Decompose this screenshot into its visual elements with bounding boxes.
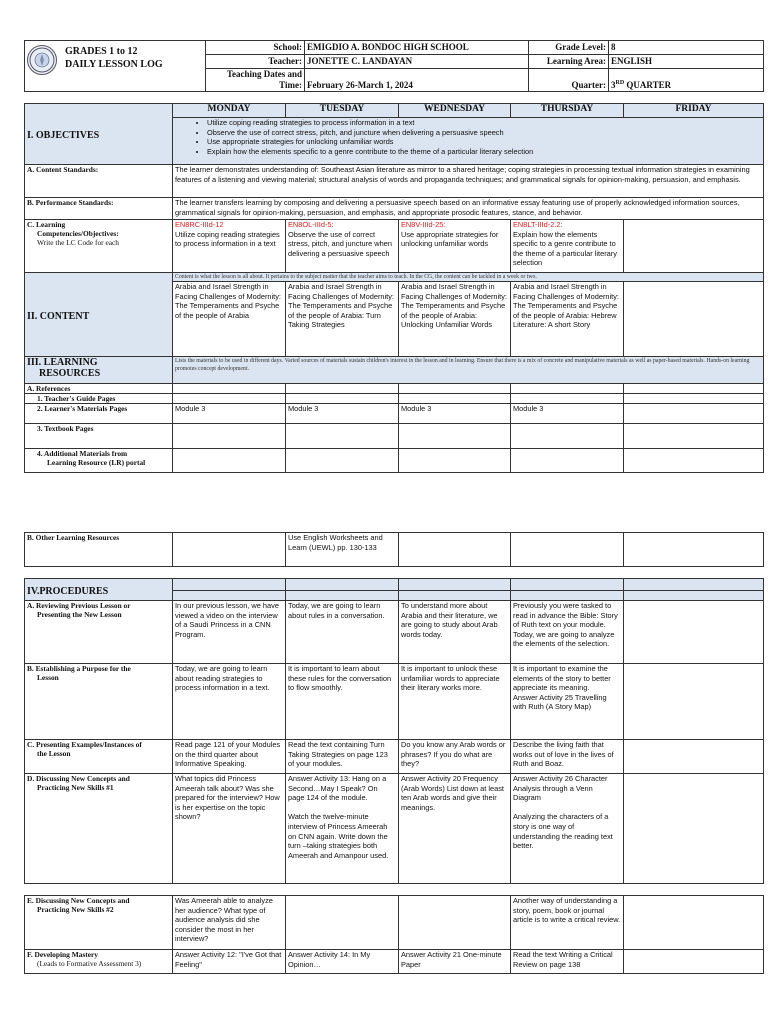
procedure-d-tuesday: Answer Activity 13: Hang on a Second…May I Speak? On page 124 of the module. Watch the twelve-minute interview of Princess Ameerah on CNN again. Write down the turn –taking strategies both Ameerah and Amanpour used. bbox=[286, 774, 399, 884]
content-label: II. CONTENT bbox=[27, 310, 90, 322]
additional-materials-label: 4. Additional Materials from bbox=[37, 449, 128, 458]
learners-pages-tuesday: Module 3 bbox=[286, 404, 399, 424]
content-standards-label: A. Content Standards: bbox=[25, 165, 173, 198]
content-tuesday: Arabia and Israel Strength in Facing Challenges of Modernity: The Temperaments and Psyche of the people of Arabia: Turn Taking Strategies bbox=[286, 282, 399, 357]
content-standards-text: The learner demonstrates understanding of: Southeast Asian literature as mirror to a shared heritage; coping strategies in processing textual information strategies in examining features of a listening and viewing material; structural analysis of words and propaganda techniques; and grammatical signals for opinion-making, persuasion, and emphasis. bbox=[173, 165, 764, 198]
procedure-d-label: D. Discussing New Concepts and bbox=[27, 774, 130, 783]
procedure-a-wednesday: To understand more about Arabia and their literature, we are going to study about Arab words today. bbox=[399, 601, 511, 664]
competency-friday bbox=[624, 220, 764, 273]
procedure-a-monday: In our previous lesson, we have viewed a video on the interview of a Saudi Princess in a CNN Program. bbox=[173, 601, 286, 664]
school-label: School: bbox=[206, 41, 305, 55]
procedure-e-thursday: Another way of understanding a story, poem, book or journal article is to write a critical review. bbox=[511, 896, 624, 950]
objective-item: • Explain how the elements specific to a genre contribute to the theme of a particular literary selection bbox=[207, 147, 761, 157]
teacher-label: Teacher: bbox=[206, 55, 305, 69]
learners-pages-monday: Module 3 bbox=[173, 404, 286, 424]
objective-item: • Use appropriate strategies for unlocking unfamiliar words bbox=[207, 137, 761, 147]
procedure-c-monday: Read page 121 of your Modules on the third quarter about Informative Speaking. bbox=[173, 740, 286, 774]
textbook-pages-label: 3. Textbook Pages bbox=[25, 424, 173, 449]
competency-thursday: EN8LT-IIId-2.2: Explain how the elements specific to a genre contribute to the theme of a particular literary selection bbox=[511, 220, 624, 273]
header-title-block bbox=[25, 41, 206, 92]
references-label: A. References bbox=[25, 384, 173, 394]
school-value: EMIGDIO A. BONDOC HIGH SCHOOL bbox=[305, 41, 529, 55]
content-monday: Arabia and Israel Strength in Facing Challenges of Modernity: The Temperaments and Psyche of the people of Arabia bbox=[173, 282, 286, 357]
procedure-a-label: A. Reviewing Previous Lesson or bbox=[27, 601, 131, 610]
objective-item: • Utilize coping reading strategies to process information in a text bbox=[207, 118, 761, 128]
other-resources-label: B. Other Learning Resources bbox=[25, 533, 173, 567]
procedure-b-friday bbox=[624, 664, 764, 740]
competency-monday: EN8RC-IIId-12 Utilize coping reading strategies to process information in a text bbox=[173, 220, 286, 273]
procedure-c-tuesday: Read the text containing Turn Taking Strategies on page 123 of your modules. bbox=[286, 740, 399, 774]
grade-value: 8 bbox=[609, 41, 764, 55]
teacher-value: JONETTE C. LANDAYAN bbox=[305, 55, 529, 69]
procedure-b-tuesday: It is important to learn about these rules for the conversation to flow smoothly. bbox=[286, 664, 399, 740]
content-wednesday: Arabia and Israel Strength in Facing Challenges of Modernity: The Temperaments and Psyche of the people of Arabia: Unlocking Unfamiliar Words bbox=[399, 282, 511, 357]
content-thursday: Arabia and Israel Strength in Facing Challenges of Modernity: The Temperaments and Psyche of the people of Arabia: Hebrew Literature: A short Story bbox=[511, 282, 624, 357]
dates-label-1: Teaching Dates and bbox=[226, 69, 302, 79]
other-resources-thursday bbox=[511, 533, 624, 567]
procedure-e-label: E. Discussing New Concepts and bbox=[27, 896, 130, 905]
procedure-e-tuesday bbox=[286, 896, 399, 950]
day-wednesday: WEDNESDAY bbox=[399, 104, 511, 118]
competencies-label: C. Learning bbox=[27, 220, 66, 229]
competency-wednesday: EN8V-IIId-25: Use appropriate strategies for unlocking unfamiliar words bbox=[399, 220, 511, 273]
other-resources-friday bbox=[624, 533, 764, 567]
header-title-line2: DAILY LESSON LOG bbox=[65, 59, 163, 70]
objective-item: • Observe the use of correct stress, pitch, and juncture when delivering a persuasive speech bbox=[207, 128, 761, 138]
procedure-e-wednesday bbox=[399, 896, 511, 950]
teachers-guide-label: 1. Teacher's Guide Pages bbox=[25, 394, 173, 404]
day-tuesday: TUESDAY bbox=[286, 104, 399, 118]
learning-resources-label: III. LEARNING bbox=[27, 357, 98, 368]
procedure-f-monday: Answer Activity 12: "I've Got that Feeling" bbox=[173, 950, 286, 974]
objectives-list bbox=[173, 118, 764, 165]
procedure-f-friday bbox=[624, 950, 764, 974]
procedure-e-friday bbox=[624, 896, 764, 950]
other-resources-monday bbox=[173, 533, 286, 567]
performance-standards-text: The learner transfers learning by composing and delivering a persuasive speech based on an informative essay featuring use of properly acknowledged information sources, grammatical signals for opinion-making, persuasion, and emphasis, and appropriate prosodic features, stance, and behavior. bbox=[173, 198, 764, 220]
procedure-c-friday bbox=[624, 740, 764, 774]
other-resources-table bbox=[24, 532, 763, 567]
content-note: Content is what the lesson is all about. It pertains to the subject matter that the teacher aims to teach. In the CG, the content can be tackled in a week or two. bbox=[173, 273, 764, 282]
header bbox=[24, 40, 763, 92]
quarter-value: 3RD QUARTER bbox=[609, 69, 764, 92]
area-label: Learning Area: bbox=[529, 55, 609, 69]
procedure-b-wednesday: It is important to unlock these unfamiliar words to appreciate their literary works more. bbox=[399, 664, 511, 740]
learners-pages-thursday: Module 3 bbox=[511, 404, 624, 424]
day-monday: MONDAY bbox=[173, 104, 286, 118]
procedure-e-monday: Was Ameerah able to analyze her audience? What type of audience analysis did she consider the most in her interview? bbox=[173, 896, 286, 950]
dates-label-2: Time: bbox=[279, 80, 302, 90]
area-value: ENGLISH bbox=[609, 55, 764, 69]
procedure-c-label: C. Presenting Examples/Instances of bbox=[27, 740, 142, 749]
quarter-label: Quarter: bbox=[529, 69, 609, 92]
procedure-f-label: F. Developing Mastery bbox=[27, 950, 98, 959]
objectives-label: I. OBJECTIVES bbox=[27, 130, 100, 141]
content-friday bbox=[624, 282, 764, 357]
procedure-f-wednesday: Answer Activity 21 One-minute Paper bbox=[399, 950, 511, 974]
procedures-table: IV.PROCEDURES A. Reviewing Previous Lesson or Presenting the New Lesson In our previous lesson, we have viewed a video on the interview of a Saudi Princess in a CNN Program. Today, we are going to learn about rules in a conversation. To understand more about Arabia and their literature, we are going to study about Arab words today. Previously you were tasked to read in advance the Bible: Story of Ruth text on your module. Today, we are going to analyze the elements of the selection. B. Establishing a Purpose for the Lesson Today, we are going to learn about reading strategies to process information in a text. It is important to learn about these rules for the conversation to flow smoothly. It is important to unlock these unfamiliar words to appreciate their literary works more. It is important to examine the elements of the story to better appreciate its meaning. Answer Activity 25 Travelling with Ruth (A Story Map) C. Presenting Examples/Instances of the Lesson Read page 121 of your Modules on the third quarter about Informative Speaking. Read the text containing Turn Taking Strategies on page 123 of your modules. Do you know any Arab words or phrases? If you do what are they? Describe the living faith that works out of love in the lives of Ruth and Boaz. D. Discussing New Concepts and Practicing New Skills #1 What topics did Princess Ameerah talk about? Was she prepared for the interview? How is her expertise on the topic shown? Answer Activity 13: Hang on a Second…May I Speak? On page 124 of the module. Watch the twelve-minute interview of Princess Ameerah on CNN again. Write down the turn –taking strategies both Ameerah and Amanpour used. Answer Activity 20 Frequency (Arab Words) List down at least ten Arab words and give their meanings. Answer Activity 26 Character Analysis through a Venn Diagram Analyzing the characters of a story is one way of understanding the reading text better. bbox=[24, 578, 763, 884]
dates-value: February 26-March 1, 2024 bbox=[305, 69, 529, 92]
lesson-table-main: I. OBJECTIVES MONDAY TUESDAY WEDNESDAY THURSDAY FRIDAY • Utilize coping reading strategies to process information in a text • Observe the use of correct stress, pitch, and juncture when delivering a persuasive speech • Use appropriate strategies for unlocking unfamiliar words • Explain how the elements specific to a genre contribute to the theme of a particular literary selection A. Content Standards: The learner demonstrates understanding of: Southeast Asian literature as mirror to a shared heritage; coping strategies in processing textual information strategies in examining features of a listening and viewing material; structural analysis of words and propaganda techniques; and grammatical signals for opinion-making, persuasion, and emphasis. B. Performance Standards: The learner transfers learning by composing and delivering a persuasive speech based on an informative essay featuring use of properly acknowledged information sources, grammatical signals for opinion-making, persuasion, and emphasis, and appropriate prosodic features, stance, and behavior. C. Learning Competencies/Objectives: Write the LC Code for each EN8RC-IIId-12 Utilize coping reading strategies to process information in a text EN8OL-IIId-5: Observe the use of correct stress, pitch, and juncture when delivering a persuasive speech EN8V-IIId-25: Use appropriate strategies for unlocking unfamiliar words EN8LT-IIId-2.2: Explain how the elements specific to a genre contribute to the theme of a particular literary selection II. CONTENT Content is what the lesson is all about. It pertains to the subject matter that the teacher aims to teach. In the CG, the content can be tackled in a week or two. Arabia and Israel Strength in Facing Challenges of Modernity: The Temperaments and Psyche of the people of Arabia Arabia and Israel Strength in Facing Challenges of Modernity: The Temperaments and Psyche of the people of Arabia: Turn Taking Strategies Arabia and Israel Strength in Facing Challenges of Modernity: The Temperaments and Psyche of the people of Arabia: Unlocking Unfamiliar Words Arabia and Israel Strength in Facing Challenges of Modernity: The Temperaments and Psyche of the people of Arabia: Hebrew Literature: A short Story III. LEARNING RESOURCES Lists the materials to be used in different days. Varied sources of materials sustain children's interest in the lesson and in learning. Ensure that there is a mix of concrete and manipulative materials as well as paper-based materials. Hands-on learning promotes concept development. A. References 1. Teacher's Guide Pages 2. Learner's Materials Pages Module 3 Module 3 Module 3 Module 3 3. Textbook Pages 4. Additional Materials from Learning Resource (LR) portal bbox=[24, 103, 763, 473]
procedure-b-monday: Today, we are going to learn about reading strategies to process information in a text. bbox=[173, 664, 286, 740]
procedure-a-tuesday: Today, we are going to learn about rules in a conversation. bbox=[286, 601, 399, 664]
procedure-a-thursday: Previously you were tasked to read in advance the Bible: Story of Ruth text on your module. Today, we are going to analyze the elements of the selection. bbox=[511, 601, 624, 664]
procedure-d-wednesday: Answer Activity 20 Frequency (Arab Words) List down at least ten Arab words and give their meanings. bbox=[399, 774, 511, 884]
procedure-b-thursday: It is important to examine the elements of the story to better appreciate its meaning. Answer Activity 25 Travelling with Ruth (A Story Map) bbox=[511, 664, 624, 740]
procedure-a-friday bbox=[624, 601, 764, 664]
learners-materials-label: 2. Learner's Materials Pages bbox=[25, 404, 173, 424]
other-resources-wednesday bbox=[399, 533, 511, 567]
deped-seal-icon bbox=[27, 45, 57, 75]
header-title-line1: GRADES 1 to 12 bbox=[65, 46, 138, 57]
competency-tuesday: EN8OL-IIId-5: Observe the use of correct stress, pitch, and juncture when delivering a persuasive speech bbox=[286, 220, 399, 273]
learners-pages-wednesday: Module 3 bbox=[399, 404, 511, 424]
procedure-c-thursday: Describe the living faith that works out of love in the lives of Ruth and Boaz. bbox=[511, 740, 624, 774]
learners-pages-friday bbox=[624, 404, 764, 424]
procedure-b-label: B. Establishing a Purpose for the bbox=[27, 664, 131, 673]
procedures-table-continued: E. Discussing New Concepts and Practicing New Skills #2 Was Ameerah able to analyze her audience? What type of audience analysis did she consider the most in her interview? Another way of understanding a story, poem, book or journal article is to write a critical review. F. Developing Mastery (Leads to Formative Assessment 3) Answer Activity 12: "I've Got that Feeling" Answer Activity 14: In My Opinion… Answer Activity 21 One-minute Paper Read the text Writing a Critical Review on page 138 bbox=[24, 895, 763, 974]
procedure-d-friday bbox=[624, 774, 764, 884]
procedures-label: IV.PROCEDURES bbox=[27, 585, 109, 597]
procedure-f-thursday: Read the text Writing a Critical Review on page 138 bbox=[511, 950, 624, 974]
learning-resources-note: Lists the materials to be used in different days. Varied sources of materials sustain children's interest in the lesson and in learning. Ensure that there is a mix of concrete and manipulative materials as well as paper-based materials. Hands-on learning promotes concept development. bbox=[173, 357, 764, 384]
procedure-d-monday: What topics did Princess Ameerah talk about? Was she prepared for the interview? How is her expertise on the topic shown? bbox=[173, 774, 286, 884]
procedure-c-wednesday: Do you know any Arab words or phrases? If you do what are they? bbox=[399, 740, 511, 774]
other-resources-tuesday: Use English Worksheets and Learn (UEWL) pp. 130-133 bbox=[286, 533, 399, 567]
day-friday: FRIDAY bbox=[624, 104, 764, 118]
day-thursday: THURSDAY bbox=[511, 104, 624, 118]
performance-standards-label: B. Performance Standards: bbox=[25, 198, 173, 220]
procedure-d-thursday: Answer Activity 26 Character Analysis through a Venn Diagram Analyzing the characters of a story is one way of understanding the reading text better. bbox=[511, 774, 624, 884]
procedure-f-tuesday: Answer Activity 14: In My Opinion… bbox=[286, 950, 399, 974]
grade-label: Grade Level: bbox=[529, 41, 609, 55]
